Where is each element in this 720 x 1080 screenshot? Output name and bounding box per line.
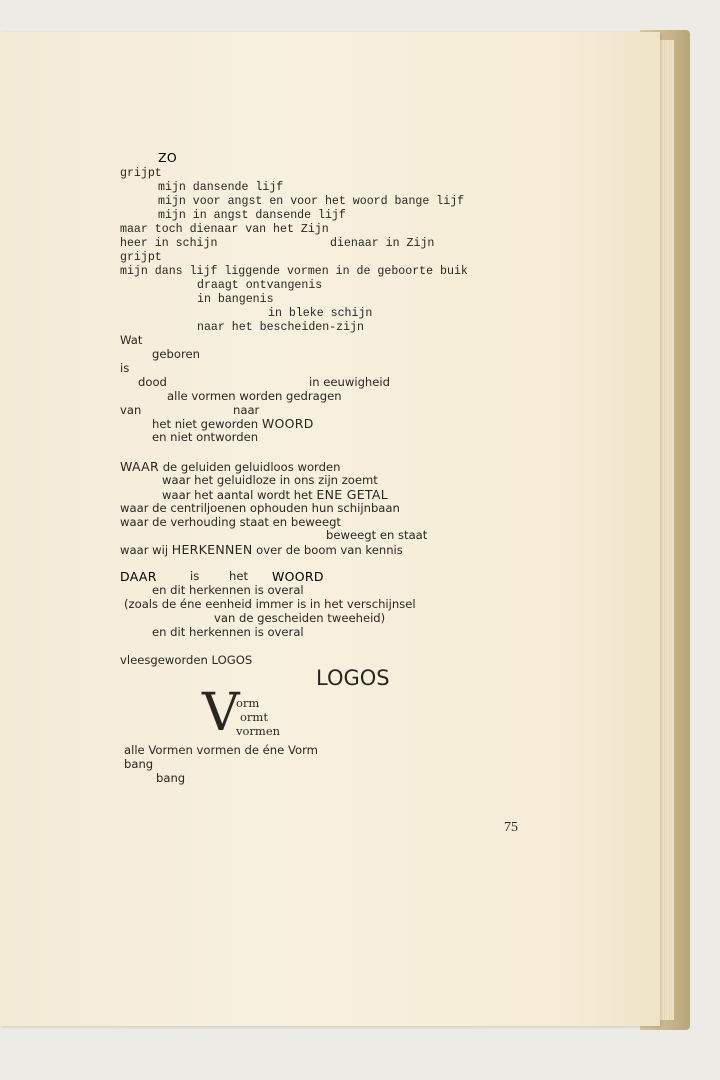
poem-line: waar het geluidloze in ons zijn zoemt [162, 473, 378, 487]
poem-line: alle vormen worden gedragen [167, 389, 342, 403]
poem-line: beweegt en staat [326, 528, 428, 542]
poem-line: draagt ontvangenis [197, 279, 323, 292]
poem-line: van [120, 403, 142, 417]
drop-cap-v: V [202, 683, 240, 743]
poem-line: in bangenis [197, 293, 274, 306]
poem-line: het niet geworden WOORD [152, 416, 314, 431]
poem-line: mijn in angst dansende lijf [158, 209, 346, 222]
v-word: orm [236, 696, 260, 710]
poem-line: waar de verhouding staat en beweegt [120, 515, 341, 529]
poem-line: van de gescheiden tweeheid) [214, 611, 386, 625]
poem-line: en niet ontworden [152, 430, 259, 444]
poem-line: geboren [152, 347, 200, 361]
poem-line: (zoals de éne eenheid immer is in het verschijnsel [124, 597, 416, 611]
poem-line: maar toch dienaar van het Zijn [120, 223, 329, 236]
poem-line: is [190, 569, 200, 583]
poem-woord: WOORD [272, 569, 324, 584]
v-word: ormt [240, 710, 268, 724]
poem-line: en dit herkennen is overal [152, 583, 304, 597]
poem-line: en dit herkennen is overal [152, 625, 304, 639]
poem-line: waar het aantal wordt het ENE GETAL [162, 487, 389, 502]
poem-line: dood [138, 375, 167, 389]
poem-zo: ZO [158, 150, 178, 165]
poem-line: waar wij HERKENNEN over de boom van kennis [120, 542, 403, 557]
poem-line: dienaar in Zijn [330, 237, 435, 250]
poem-line: naar [233, 403, 260, 417]
poem-line: alle Vormen vormen de éne Vorm [124, 743, 318, 757]
poem-line: WAAR de geluiden geluidloos worden [120, 459, 341, 474]
poem-line: mijn voor angst en voor het woord bange lijf [158, 195, 465, 208]
poem-line: grijpt [120, 251, 162, 264]
poem-line: waar de centriljoenen ophouden hun schijnbaan [120, 501, 400, 515]
poem-line: mijn dans lijf liggende vormen in de geboorte buik [120, 265, 468, 278]
poem-daar: DAAR [120, 569, 157, 584]
poem-line: in bleke schijn [268, 307, 373, 320]
logos-heading: LOGOS [316, 666, 390, 690]
poem-line: mijn dansende lijf [158, 181, 284, 194]
page-number: 75 [504, 820, 518, 835]
poem-line: naar het bescheiden-zijn [197, 321, 364, 334]
poem-line: is [120, 361, 130, 375]
poem-line: in eeuwigheid [309, 375, 390, 389]
poem-line: het [229, 569, 249, 583]
v-word: vormen [236, 724, 281, 738]
poem-line: heer in schijn [120, 237, 218, 250]
poem-line: Wat [120, 333, 143, 347]
poem-line: vleesgeworden LOGOS [120, 653, 253, 667]
poem-line: grijpt [120, 167, 162, 180]
book-page [0, 32, 660, 1026]
poem-line: bang [156, 771, 186, 785]
poem-line: bang [124, 757, 154, 771]
